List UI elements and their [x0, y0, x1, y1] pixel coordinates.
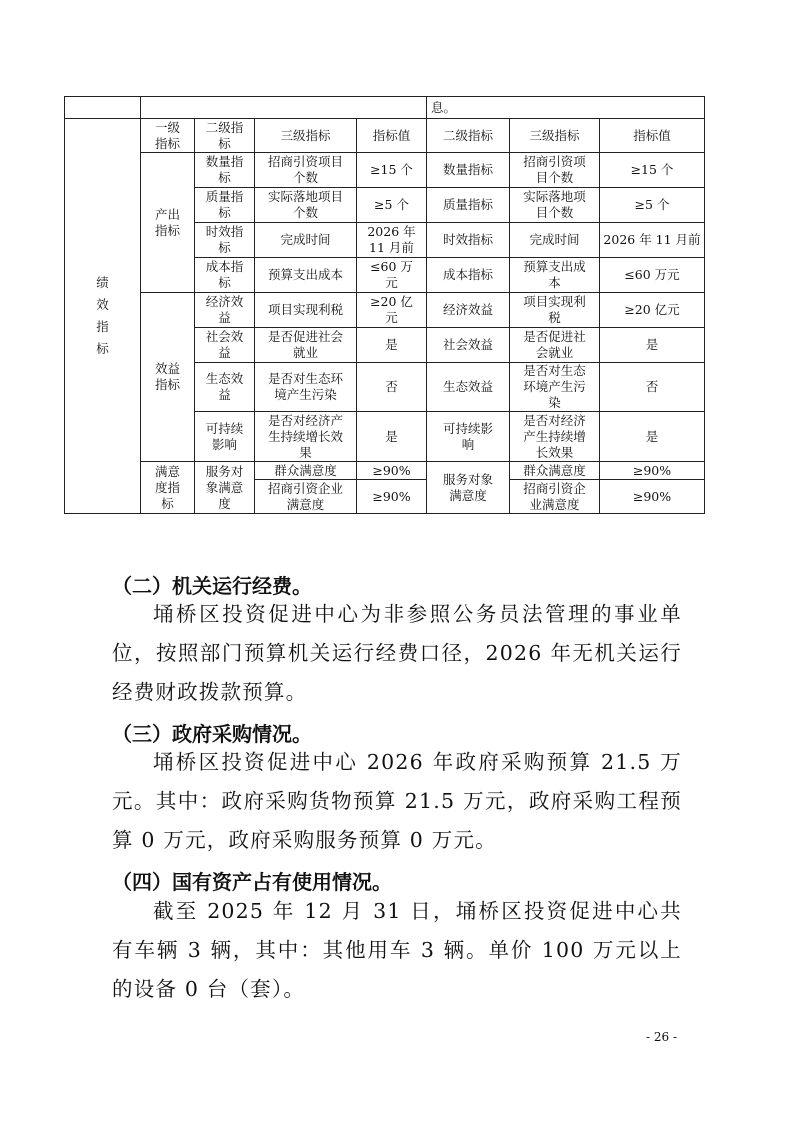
level2-b-cell: 时效指标: [427, 223, 510, 258]
level3-cell: 群众满意度: [255, 462, 357, 480]
level2-cell: 质量指 标: [195, 188, 255, 223]
value-b-cell: 否: [600, 363, 705, 412]
level3-b-cell: 是否促进社 会就业: [510, 328, 600, 363]
level2-cell: 社会效 益: [195, 328, 255, 363]
table-row: [65, 97, 705, 119]
value-b-cell: 是: [600, 412, 705, 462]
page-number: - 26 -: [645, 1030, 677, 1044]
level3-b-cell: 实际落地项 目个数: [510, 188, 600, 223]
value-cell: ≥90%: [357, 462, 427, 480]
level3-cell: 完成时间: [255, 223, 357, 258]
section-title-state-assets: （四）国有资产占有使用情况。: [112, 870, 392, 894]
section-title-operating-expenses: （二）机关运行经费。: [112, 574, 312, 598]
level2-b-satisfaction: 服务对象 满意度: [427, 462, 510, 514]
group-name: 效益 指标: [141, 293, 195, 462]
level2-cell: 可持续 影响: [195, 412, 255, 462]
category-performance-indicators: 绩 效 指 标: [65, 119, 141, 514]
header-value-b: 指标值: [600, 119, 705, 153]
value-b-cell: ≤60 万元: [600, 258, 705, 293]
section-title-government-procurement: （三）政府采购情况。: [112, 722, 312, 746]
level2-b-cell: 数量指标: [427, 153, 510, 188]
header-value: 指标值: [357, 119, 427, 153]
value-b-cell: ≥90%: [600, 480, 705, 514]
level3-cell: 是否对经济产 生持续增长效 果: [255, 412, 357, 462]
level2-cell: 生态效 益: [195, 363, 255, 412]
level3-b-cell: 预算支出成 本: [510, 258, 600, 293]
level3-b-cell: 招商引资项 目个数: [510, 153, 600, 188]
level2-satisfaction: 服务对 象满意 度: [195, 462, 255, 514]
level3-b-cell: 项目实现利 税: [510, 293, 600, 328]
value-cell: ≥5 个: [357, 188, 427, 223]
header-level1: 一级 指标: [141, 119, 195, 153]
empty-cell: [65, 97, 141, 119]
paragraph-government-procurement: 埇桥区投资促进中心 2026 年政府采购预算 21.5 万元。其中：政府采购货物预算 21.5 万元，政府采购工程预算 0 万元，政府采购服务预算 0 万元。: [112, 750, 682, 852]
level3-cell: 招商引资项目 个数: [255, 153, 357, 188]
value-b-cell: ≥20 亿元: [600, 293, 705, 328]
level2-cell: 时效指 标: [195, 223, 255, 258]
level3-cell: 是否促进社会 就业: [255, 328, 357, 363]
header-level3-b: 三级指标: [510, 119, 600, 153]
table-row: [65, 462, 705, 480]
level2-b-cell: 成本指标: [427, 258, 510, 293]
level3-cell: 项目实现利税: [255, 293, 357, 328]
value-cell: ≤60 万 元: [357, 258, 427, 293]
value-cell: ≥90%: [357, 480, 427, 514]
level2-cell: 成本指 标: [195, 258, 255, 293]
level3-cell: 是否对生态环 境产生污染: [255, 363, 357, 412]
header-level2-b: 二级指标: [427, 119, 510, 153]
value-cell: 2026 年 11 月前: [357, 223, 427, 258]
value-b-cell: ≥15 个: [600, 153, 705, 188]
level2-cell: 数量指 标: [195, 153, 255, 188]
empty-cell: [141, 97, 427, 119]
level2-b-cell: 可持续影 响: [427, 412, 510, 462]
value-cell: 是: [357, 328, 427, 363]
level3-b-cell: 完成时间: [510, 223, 600, 258]
table-row: [65, 153, 705, 188]
group-name-satisfaction: 满意 度指 标: [141, 462, 195, 514]
group-name: 产出 指标: [141, 153, 195, 293]
value-cell: ≥15 个: [357, 153, 427, 188]
level3-cell: 实际落地项目 个数: [255, 188, 357, 223]
level2-b-cell: 质量指标: [427, 188, 510, 223]
level3-b-cell: 群众满意度: [510, 462, 600, 480]
value-cell: 否: [357, 363, 427, 412]
level3-b-cell: 招商引资企 业满意度: [510, 480, 600, 514]
level3-cell: 预算支出成本: [255, 258, 357, 293]
header-level2: 二级指 标: [195, 119, 255, 153]
table-row: [65, 119, 705, 153]
value-b-cell: ≥5 个: [600, 188, 705, 223]
value-b-cell: 2026 年 11 月前: [600, 223, 705, 258]
continued-text: 息。: [427, 97, 705, 119]
paragraph-state-assets: 截至 2025 年 12 月 31 日，埇桥区投资促进中心共有车辆 3 辆，其中：其他用车 3 辆。单价 100 万元以上的设备 0 台（套）。: [112, 899, 682, 1001]
value-cell: ≥20 亿 元: [357, 293, 427, 328]
level3-cell: 招商引资企业 满意度: [255, 480, 357, 514]
header-level3: 三级指标: [255, 119, 357, 153]
value-b-cell: ≥90%: [600, 462, 705, 480]
level3-b-cell: 是否对经济 产生持续增 长效果: [510, 412, 600, 462]
level2-b-cell: 生态效益: [427, 363, 510, 412]
level2-b-cell: 经济效益: [427, 293, 510, 328]
value-b-cell: 是: [600, 328, 705, 363]
table-row: [65, 293, 705, 328]
level2-b-cell: 社会效益: [427, 328, 510, 363]
value-cell: 是: [357, 412, 427, 462]
level3-b-cell: 是否对生态 环境产生污 染: [510, 363, 600, 412]
performance-indicator-table: [64, 96, 705, 514]
level2-cell: 经济效 益: [195, 293, 255, 328]
paragraph-operating-expenses: 埇桥区投资促进中心为非参照公务员法管理的事业单位，按照部门预算机关运行经费口径，2026 年无机关运行经费财政拨款预算。: [112, 602, 682, 704]
